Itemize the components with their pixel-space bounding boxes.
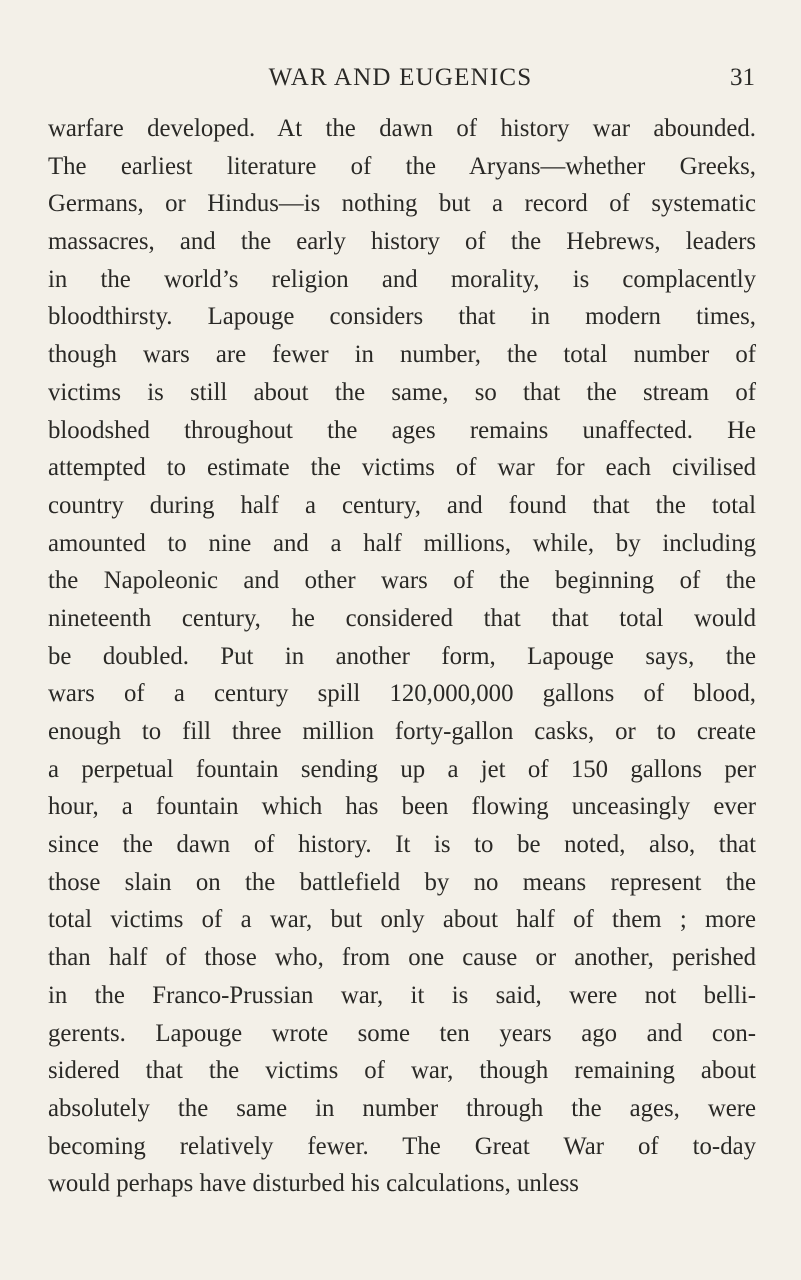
text-line: be doubled. Put in another form, Lapouge says, the — [48, 642, 756, 670]
text-line: total victims of a war, but only about half of them ; more — [48, 906, 756, 934]
text-line: amounted to nine and a half millions, while, by including — [48, 529, 756, 557]
text-line: hour, a fountain which has been flowing unceasingly ever — [48, 793, 756, 821]
text-line: absolutely the same in number through the ages, were — [48, 1094, 756, 1122]
text-line: victims is still about the same, so that the stream of — [48, 378, 756, 406]
text-line: in the Franco-Prussian war, it is said, were not belli- — [48, 981, 756, 1009]
text-line: sidered that the victims of war, though remaining about — [48, 1057, 756, 1085]
text-line: would perhaps have disturbed his calculations, unless — [48, 1170, 579, 1198]
text-line: though wars are fewer in number, the total number of — [48, 341, 756, 369]
page-number: 31 — [730, 64, 755, 91]
running-head — [0, 58, 801, 98]
text-line: nineteenth century, he considered that that total would — [48, 604, 756, 632]
text-line: warfare developed. At the dawn of history war abounded. — [48, 115, 756, 142]
text-line: than half of those who, from one cause or another, perished — [48, 944, 756, 972]
text-line: Germans, or Hindus—is nothing but a record of systematic — [48, 190, 756, 218]
text-line: wars of a century spill 120,000,000 gallons of blood, — [48, 680, 756, 708]
text-line: those slain on the battlefield by no means represent the — [48, 868, 756, 896]
body-paragraph — [48, 110, 756, 1203]
running-title: WAR AND EUGENICS — [268, 64, 533, 91]
text-line: country during half a century, and found that the total — [48, 491, 756, 519]
text-line: bloodthirsty. Lapouge considers that in modern times, — [48, 303, 756, 331]
text-line: gerents. Lapouge wrote some ten years ago and con- — [48, 1019, 756, 1047]
text-line: the Napoleonic and other wars of the beginning of the — [48, 567, 756, 595]
text-line: since the dawn of history. It is to be noted, also, that — [48, 831, 756, 859]
text-line: bloodshed throughout the ages remains unaffected. He — [48, 416, 756, 444]
text-line: a perpetual fountain sending up a jet of 150 gallons per — [48, 755, 756, 783]
text-line: attempted to estimate the victims of war for each civilised — [48, 454, 756, 482]
text-line: enough to fill three million forty-gallon casks, or to create — [48, 718, 756, 745]
text-line: in the world’s religion and morality, is complacently — [48, 265, 756, 293]
text-line: massacres, and the early history of the Hebrews, leaders — [48, 228, 756, 256]
text-line: becoming relatively fewer. The Great War of to-day — [48, 1132, 756, 1160]
text-line: The earliest literature of the Aryans—whether Greeks, — [48, 152, 756, 180]
